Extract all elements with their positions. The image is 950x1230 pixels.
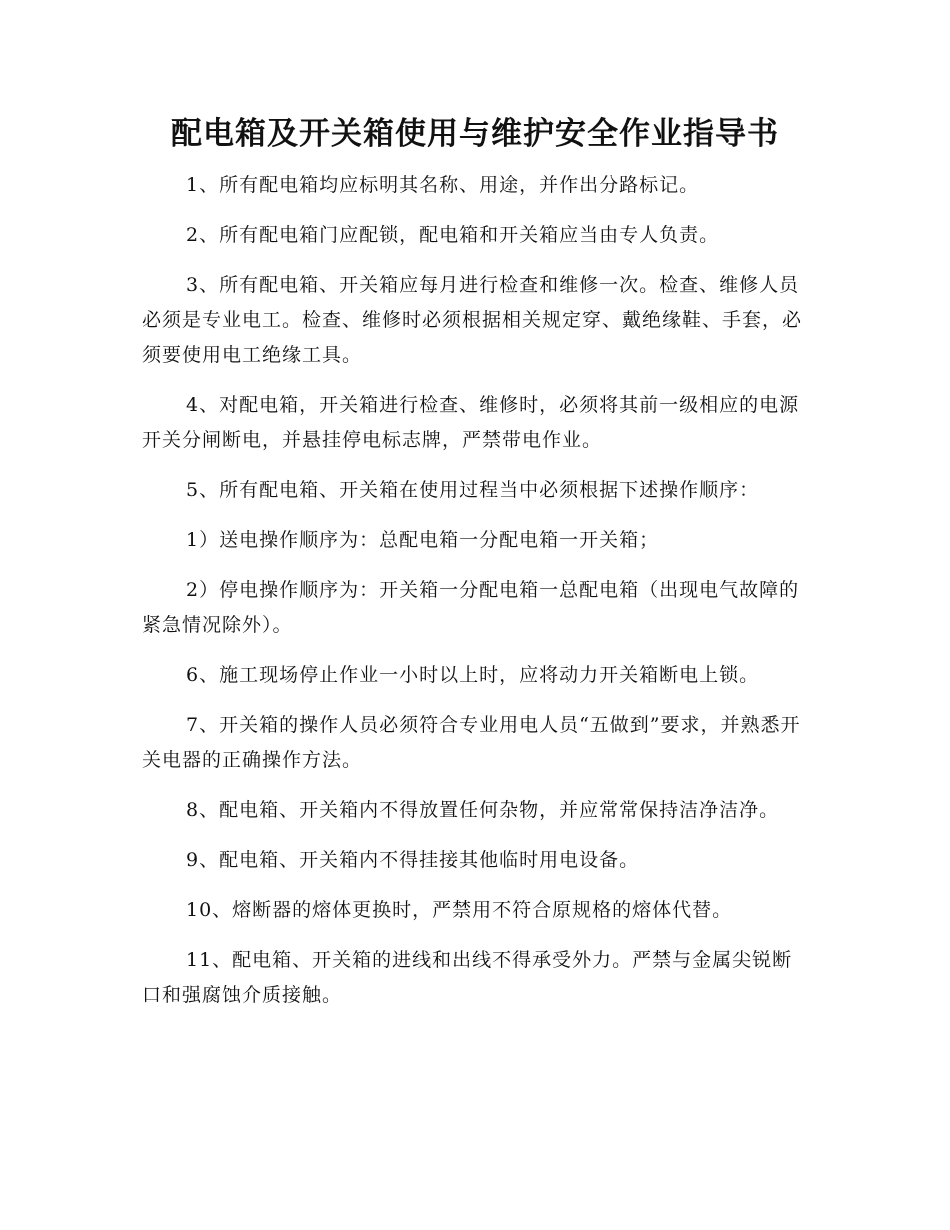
paragraph-11: 11、配电箱、开关箱的进线和出线不得承受外力。严禁与金属尖锐断口和强腐蚀介质接触。 (142, 949, 793, 1006)
paragraph-5-1: 1）送电操作顺序为：总配电箱一分配电箱一开关箱； (186, 529, 660, 551)
paragraph-9: 9、配电箱、开关箱内不得挂接其他临时用电设备。 (186, 849, 640, 871)
document-title: 配电箱及开关箱使用与维护安全作业指导书 (171, 116, 779, 152)
paragraph-6: 6、施工现场停止作业一小时以上时，应将动力开关箱断电上锁。 (186, 664, 760, 686)
paragraph-5: 5、所有配电箱、开关箱在使用过程当中必须根据下述操作顺序： (186, 479, 760, 501)
paragraph-10: 10、熔断器的熔体更换时，严禁用不符合原规格的熔体代替。 (186, 899, 733, 921)
paragraph-1: 1、所有配电箱均应标明其名称、用途，并作出分路标记。 (186, 174, 700, 196)
paragraph-3: 3、所有配电箱、开关箱应每月进行检查和维修一次。检查、维修人员必须是专业电工。检查、维修时必须根据相关规定穿、戴绝缘鞋、手套，必须要使用电工绝缘工具。 (142, 274, 803, 366)
document-body (142, 168, 808, 1028)
paragraph-4: 4、对配电箱，开关箱进行检查、维修时，必须将其前一级相应的电源开关分闸断电，并悬挂停电标志牌，严禁带电作业。 (142, 394, 800, 451)
paragraph-7: 7、开关箱的操作人员必须符合专业用电人员“五做到”要求，并熟悉开关电器的正确操作方法。 (142, 714, 801, 771)
paragraph-2: 2、所有配电箱门应配锁，配电箱和开关箱应当由专人负责。 (186, 224, 720, 246)
paragraph-8: 8、配电箱、开关箱内不得放置任何杂物，并应常常保持洁净洁净。 (186, 799, 780, 821)
paragraph-5-2: 2）停电操作顺序为：开关箱一分配电箱一总配电箱（出现电气故障的紧急情况除外）。 (142, 579, 800, 636)
